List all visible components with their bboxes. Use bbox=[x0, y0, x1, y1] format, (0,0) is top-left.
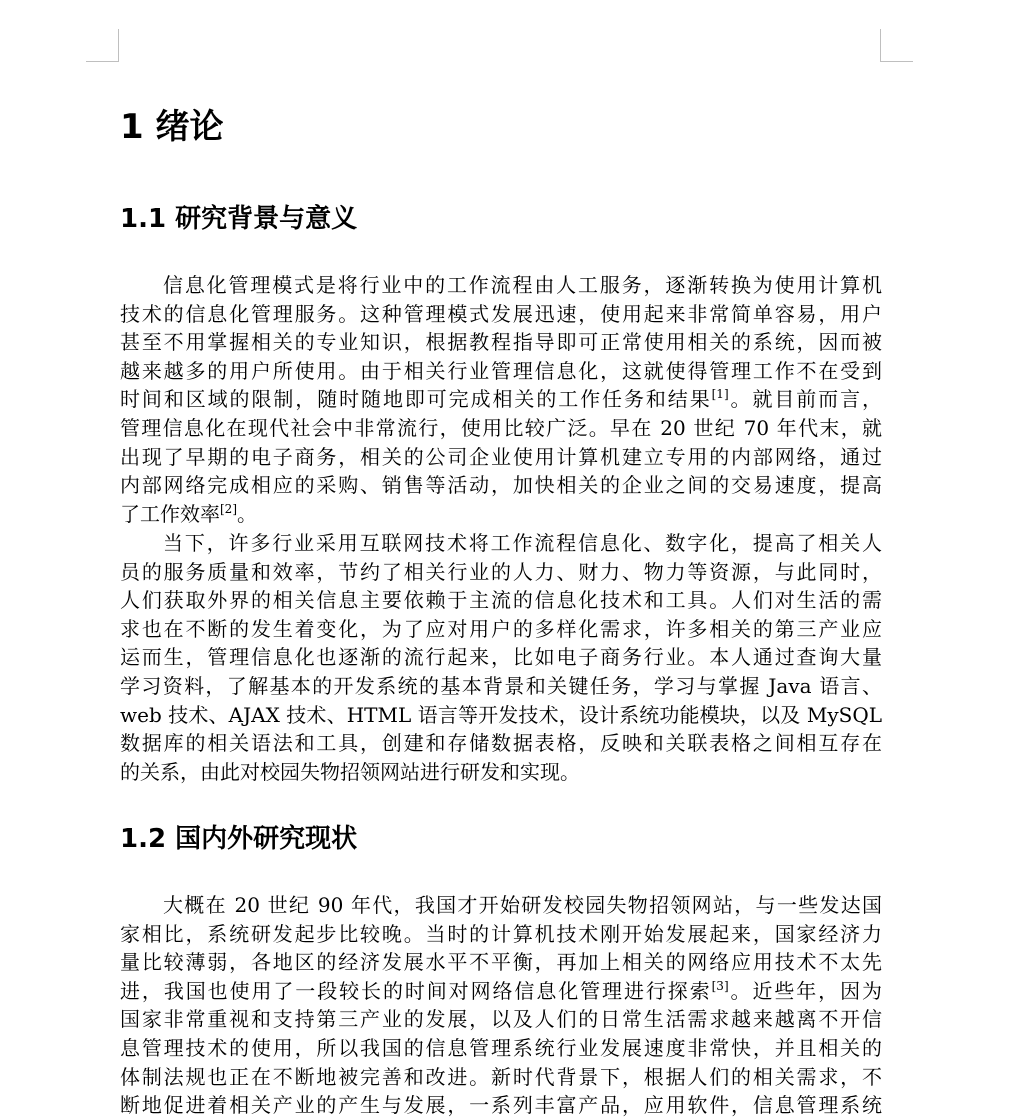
crop-mark-top-right-horizontal bbox=[880, 61, 913, 62]
text-line: 体制法规也正在不断地被完善和改进。新时代背景下，根据人们的相关需求，不 bbox=[120, 1064, 882, 1089]
citation-ref: [3] bbox=[711, 978, 729, 993]
section-heading-research-status: 1.2 国内外研究现状 bbox=[120, 824, 358, 854]
text-line: 出现了早期的电子商务，相关的公司企业使用计算机建立专用的内部网络，通过 bbox=[120, 444, 882, 469]
text-line: 运而生，管理信息化也逐渐的流行起来，比如电子商务行业。本人通过查询大量 bbox=[120, 645, 882, 670]
text-line bbox=[120, 977, 882, 1006]
text-line: 甚至不用掌握相关的专业知识，根据教程指导即可正常使用相关的系统，因而被 bbox=[120, 330, 882, 355]
crop-mark-top-left-vertical bbox=[118, 29, 119, 61]
text-line: 国家非常重视和支持第三产业的发展，以及人们的日常生活需求越来越离不开信 bbox=[120, 1007, 882, 1032]
text-line: 管理信息化在现代社会中非常流行，使用比较广泛。早在 20 世纪 70 年代末，就 bbox=[120, 415, 882, 440]
text-segment: 。 bbox=[237, 501, 257, 526]
text-line: 人们获取外界的相关信息主要依赖于主流的信息化技术和工具。人们对生活的需 bbox=[120, 588, 882, 613]
text-line: 学习资料，了解基本的开发系统的基本背景和关键任务，学习与掌握 Java 语言、 bbox=[120, 673, 882, 698]
chapter-heading: 1 绪论 bbox=[120, 107, 224, 147]
text-line: 员的服务质量和效率，节约了相关行业的人力、财力、物力等资源，与此同时， bbox=[120, 559, 882, 584]
text-line: 当下，许多行业采用互联网技术将工作流程信息化、数字化，提高了相关人 bbox=[163, 531, 882, 555]
text-line: 量比较薄弱，各地区的经济发展水平不平衡，再加上相关的网络应用技术不太先 bbox=[120, 950, 882, 975]
text-line: 求也在不断的发生着变化，为了应对用户的多样化需求，许多相关的第三产业应 bbox=[120, 616, 882, 641]
paragraph-background-1 bbox=[120, 271, 882, 528]
citation-ref: [2] bbox=[220, 501, 237, 516]
text-line: 息管理技术的使用，所以我国的信息管理系统行业发展速度非常快，并且相关的 bbox=[120, 1035, 882, 1060]
text-line: 越来越多的用户所使用。由于相关行业管理信息化，这就使得管理工作不在受到 bbox=[120, 358, 882, 383]
text-line: 数据库的相关语法和工具，创建和存储数据表格，反映和关联表格之间相互存在 bbox=[120, 731, 882, 756]
text-line: 技术的信息化管理服务。这种管理模式发展迅速，使用起来非常简单容易，用户 bbox=[120, 301, 882, 326]
text-segment: 了工作效率 bbox=[120, 501, 220, 526]
text-line: 的关系，由此对校园失物招领网站进行研发和实现。 bbox=[120, 759, 580, 784]
text-line: web 技术、AJAX 技术、HTML 语言等开发技术，设计系统功能模块，以及 MySQL bbox=[120, 702, 882, 727]
text-line bbox=[120, 385, 882, 414]
section-heading-background: 1.1 研究背景与意义 bbox=[120, 204, 358, 234]
text-line: 信息化管理模式是将行业中的工作流程由人工服务，逐渐转换为使用计算机 bbox=[163, 273, 882, 297]
text-segment: 。就目前而言， bbox=[728, 387, 883, 412]
crop-mark-top-left-horizontal bbox=[86, 61, 119, 62]
text-segment: 进，我国也使用了一段较长的时间对网络信息化管理进行探索 bbox=[120, 978, 712, 1003]
text-line: 断地促进着相关产业的产生与发展，一系列丰富产品，应用软件，信息管理系统 bbox=[120, 1093, 882, 1118]
text-segment: 时间和区域的限制，随时随地即可完成相关的工作任务和结果 bbox=[120, 387, 712, 412]
crop-mark-top-right-vertical bbox=[880, 29, 881, 61]
text-line: 内部网络完成相应的采购、销售等活动，加快相关的企业之间的交易速度，提高 bbox=[120, 473, 882, 498]
text-line bbox=[120, 500, 882, 529]
citation-ref: [1] bbox=[711, 387, 729, 402]
text-line: 大概在 20 世纪 90 年代，我国才开始研发校园失物招领网站，与一些发达国 bbox=[163, 893, 882, 917]
text-line: 家相比，系统研发起步比较晚。当时的计算机技术刚开始发展起来，国家经济力 bbox=[120, 921, 882, 946]
paragraph-background-2 bbox=[120, 529, 882, 786]
text-segment: 。近些年，因为 bbox=[728, 978, 883, 1003]
paragraph-research-status bbox=[120, 891, 882, 1120]
